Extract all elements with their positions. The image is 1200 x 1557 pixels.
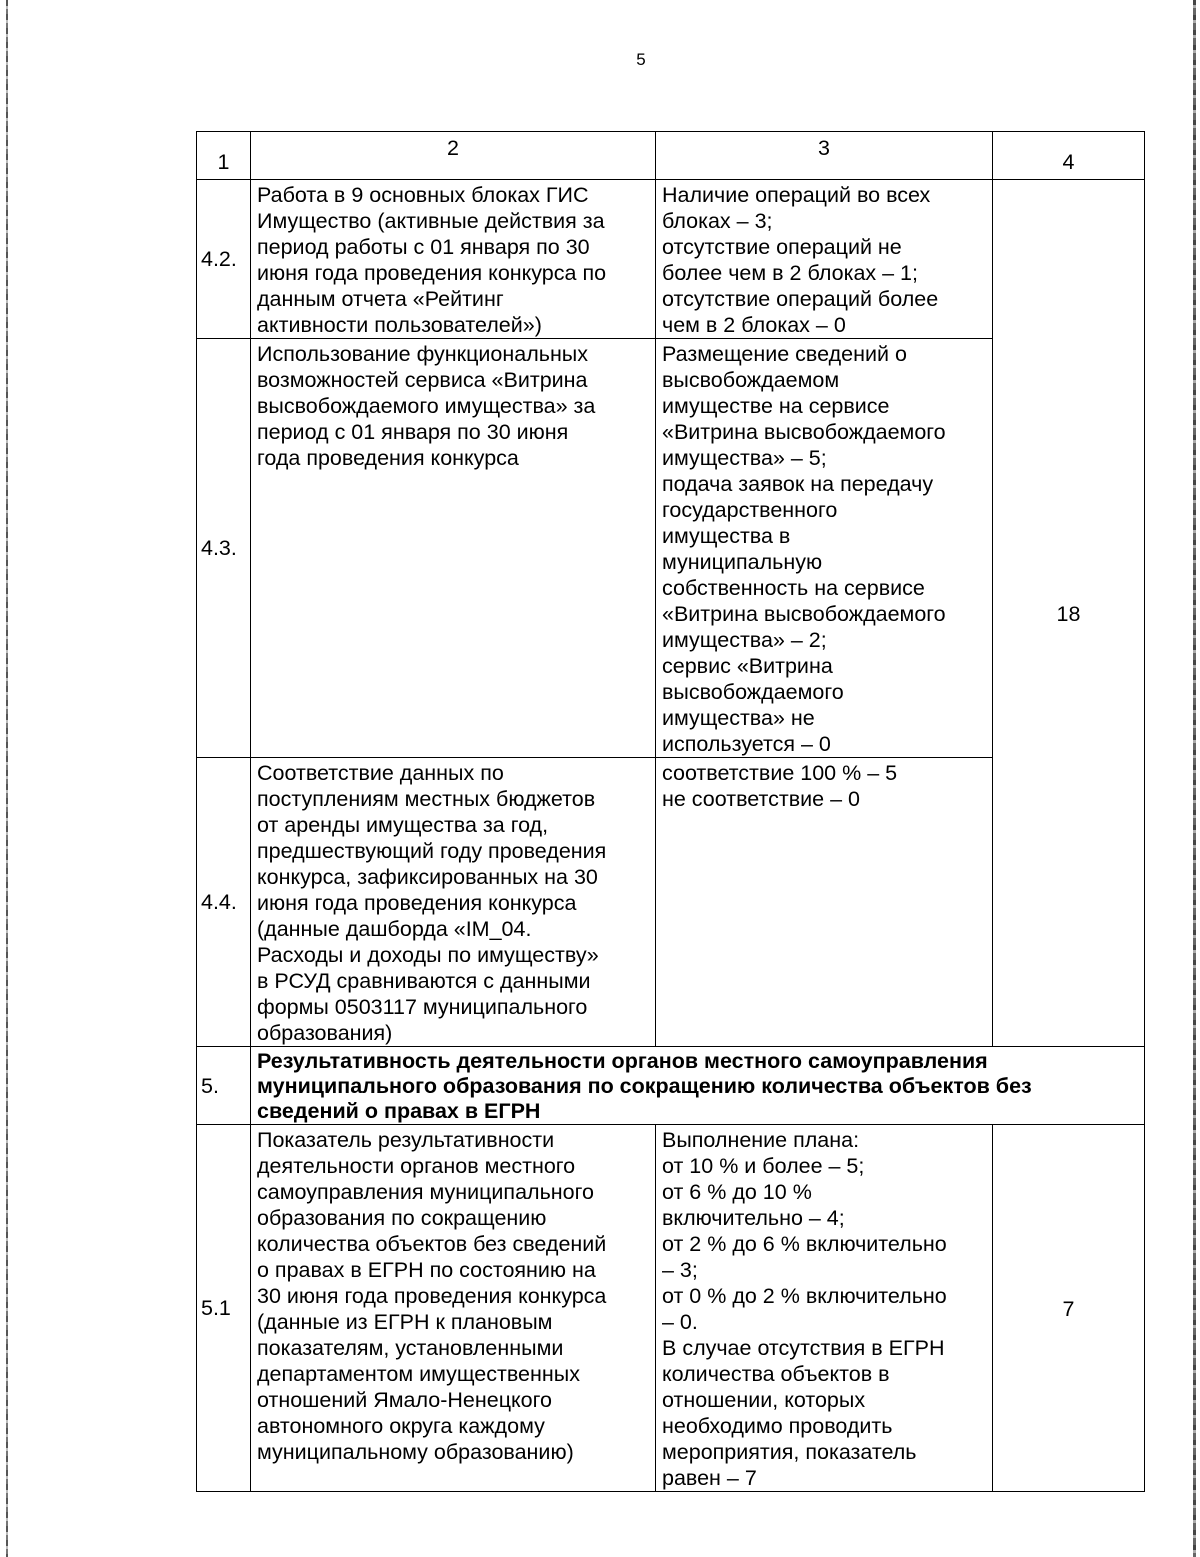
header-cell-1: 1	[197, 132, 251, 180]
score-text: Наличие операций во всех блоках – 3; отсутствие операций не более чем в 2 блоках – 1; отсутствие операций более чем в 2 блоках – 0	[662, 183, 939, 337]
row-number: 4.2.	[197, 180, 251, 339]
criterion-cell	[251, 758, 656, 1047]
section-title-cell	[251, 1047, 1145, 1125]
max-score-cell: 18	[993, 180, 1145, 1047]
row-number: 5.1	[197, 1125, 251, 1492]
criterion-text: Работа в 9 основных блоках ГИС Имущество (активные действия за период работы с 01 января по 30 июня года проведения конкурса по данным отчета «Рейтинг активности пользователей»)	[257, 183, 607, 337]
score-cell	[656, 180, 993, 339]
score-text: Размещение сведений о высвобождаемом имуществе на сервисе «Витрина высвобождаемого имущества» – 5; подача заявок на передачу государственного имущества в муниципальную собственность на сервисе «Витрина высвобождаемого имущества» – 2; сервис «Витрина высвобождаемого имущества» не используется – 0	[662, 342, 946, 756]
criterion-text: Показатель результативности деятельности органов местного самоуправления муниципального образования по сокращению количества объектов без сведений о правах в ЕГРН по состоянию на 30 июня года проведения конкурса (данные из ЕГРН к плановым показателям, установленными департаментом имущественных отношений Ямало-Ненецкого автономного округа каждому муниципальному образованию)	[257, 1128, 607, 1464]
score-cell	[656, 758, 993, 1047]
row-number: 4.3.	[197, 339, 251, 758]
scan-edge-left	[6, 0, 8, 1557]
section-title: Результативность деятельности органов местного самоуправления муниципального образования по сокращению количества объектов без сведений о правах в ЕГРН	[257, 1049, 1032, 1123]
row-number: 4.4.	[197, 758, 251, 1047]
max-score-cell: 7	[993, 1125, 1145, 1492]
section-number: 5.	[197, 1047, 251, 1125]
header-cell-4: 4	[993, 132, 1145, 180]
criteria-table	[196, 131, 1145, 1492]
header-cell-3: 3	[656, 132, 993, 180]
criterion-text: Соответствие данных по поступлениям местных бюджетов от аренды имущества за год, предшествующий году проведения конкурса, зафиксированных на 30 июня года проведения конкурса (данные дашборда «IM_04. Расходы и доходы по имуществу» в РСУД сравниваются с данными формы 0503117 муниципального образования)	[257, 761, 607, 1045]
table-row-4-2	[197, 180, 1145, 339]
table-row-5-section	[197, 1047, 1145, 1125]
score-text: соответствие 100 % – 5 не соответствие – 0	[662, 761, 898, 811]
scan-edge-right	[1193, 0, 1196, 1557]
score-cell	[656, 1125, 993, 1492]
criterion-cell	[251, 339, 656, 758]
criterion-cell	[251, 1125, 656, 1492]
header-cell-2: 2	[251, 132, 656, 180]
table-row-5-1	[197, 1125, 1145, 1492]
page-number: 5	[636, 50, 646, 69]
score-text: Выполнение плана: от 10 % и более – 5; от 6 % до 10 % включительно – 4; от 2 % до 6 % включительно – 3; от 0 % до 2 % включительно – 0. В случае отсутствия в ЕГРН количества объектов в отношении, которых необходимо проводить мероприятия, показатель равен – 7	[662, 1128, 947, 1490]
score-cell	[656, 339, 993, 758]
criterion-text: Использование функциональных возможностей сервиса «Витрина высвобождаемого имущества» за период с 01 января по 30 июня года проведения конкурса	[257, 342, 596, 470]
criterion-cell	[251, 180, 656, 339]
table-header-row	[197, 132, 1145, 180]
